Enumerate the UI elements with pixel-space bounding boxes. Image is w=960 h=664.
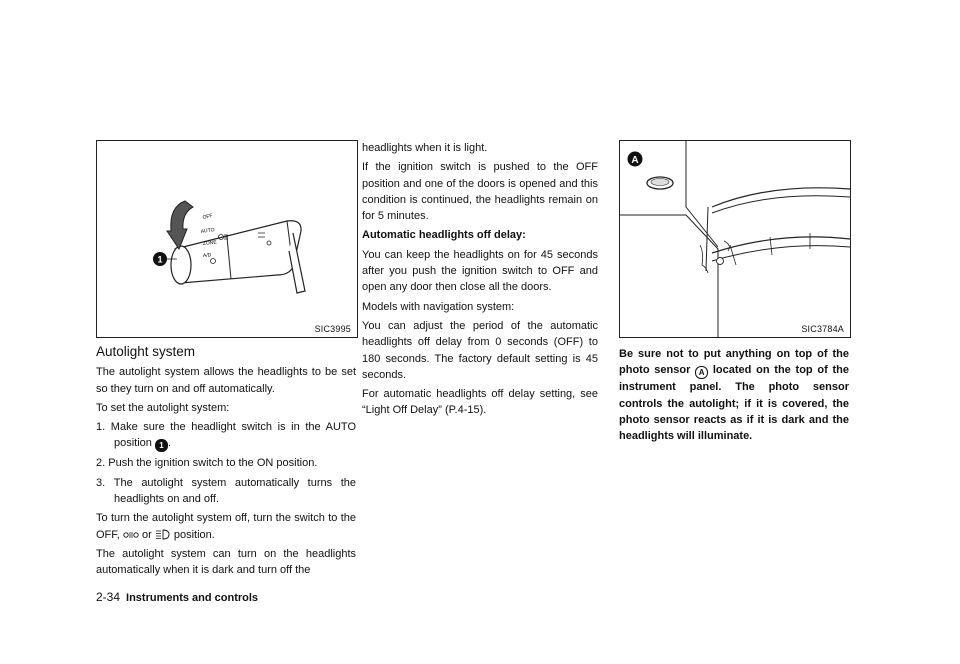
- list-item: [96, 475, 356, 508]
- figure-code: SIC3995: [314, 324, 351, 334]
- column-2: [362, 140, 598, 422]
- nav-label: Models with navigation system:: [362, 300, 515, 313]
- warning-text-cont: located on the top of the instrument panel. The photo sensor controls the autolight; if it is covered, the photo sensor reacts as if it is dark and the headlights will illuminate.: [619, 364, 850, 443]
- turn-off-paragraph: [96, 510, 356, 543]
- headlight-switch-figure: [96, 140, 358, 338]
- list-item: [96, 419, 356, 452]
- delay-heading: Automatic headlights off delay:: [362, 229, 526, 242]
- see-paragraph: For automatic headlights off delay setting, see “Light Off Delay” (P.4-15).: [362, 388, 598, 417]
- section-heading: Autolight system: [96, 344, 196, 359]
- dial-label-zone: ZONE: [202, 239, 218, 247]
- callout-a-icon: A: [695, 366, 708, 379]
- callout-a-label: A: [631, 155, 639, 166]
- figure-code: SIC3784A: [801, 324, 844, 334]
- step-text: Make sure the headlight switch is in the AUTO position: [110, 421, 356, 450]
- headlight-switch-illustration: [97, 141, 357, 337]
- can-turn-on-paragraph: The autolight system can turn on the headlights automatically when it is dark and turn off the: [96, 547, 356, 577]
- turn-off-or: or: [141, 528, 152, 541]
- turn-off-suffix: position.: [173, 528, 215, 541]
- column-1: [96, 344, 356, 582]
- continuation-text: headlights when it is light.: [362, 142, 488, 154]
- delay-paragraph: You can keep the headlights on for 45 seconds after you push the ignition switch to OFF and open any door then close all the doors.: [362, 248, 598, 294]
- turn-off-text: To turn the autolight system off, turn the switch to the OFF,: [96, 512, 356, 541]
- photo-sensor-illustration: [620, 141, 850, 337]
- warning-text: Be sure not to put anything on top of the photo sensor: [619, 348, 849, 377]
- callout-1-icon: 1: [155, 439, 168, 452]
- page-footer: [96, 590, 258, 604]
- photo-sensor-figure: [619, 140, 851, 338]
- nav-paragraph: You can adjust the period of the automatic headlights off delay from 0 seconds (OFF) to 180 seconds. The factory default setting is 45 seconds.: [362, 319, 598, 381]
- warning-paragraph: [619, 346, 849, 444]
- page-number: 2-34: [96, 590, 121, 604]
- step-text: The autolight system automatically turns the headlights on and off.: [113, 476, 357, 506]
- headlight-icon: [155, 529, 171, 540]
- step-number: 1.: [96, 421, 106, 434]
- step-number: 3.: [96, 476, 106, 489]
- step-text: Push the ignition switch to the ON position.: [108, 457, 318, 470]
- to-set-label: To set the autolight system:: [96, 401, 230, 414]
- callout-1-label: 1: [157, 254, 163, 265]
- parking-light-icon: [123, 530, 139, 540]
- dial-label-auto: AUTO: [200, 227, 215, 235]
- intro-paragraph: The autolight system allows the headlights to be set so they turn on and off automatically.: [96, 366, 356, 395]
- section-title: Instruments and controls: [126, 592, 259, 604]
- list-item: [96, 455, 356, 471]
- dial-label-ad: A/D: [202, 252, 212, 259]
- step-suffix: .: [167, 437, 172, 450]
- ignition-paragraph: If the ignition switch is pushed to the OFF position and one of the doors is opened and this condition is continued, the headlights remain on for 5 minutes.: [362, 161, 598, 223]
- step-number: 2.: [96, 457, 106, 470]
- dial-label-off: OFF: [202, 213, 214, 221]
- column-3: [619, 346, 849, 447]
